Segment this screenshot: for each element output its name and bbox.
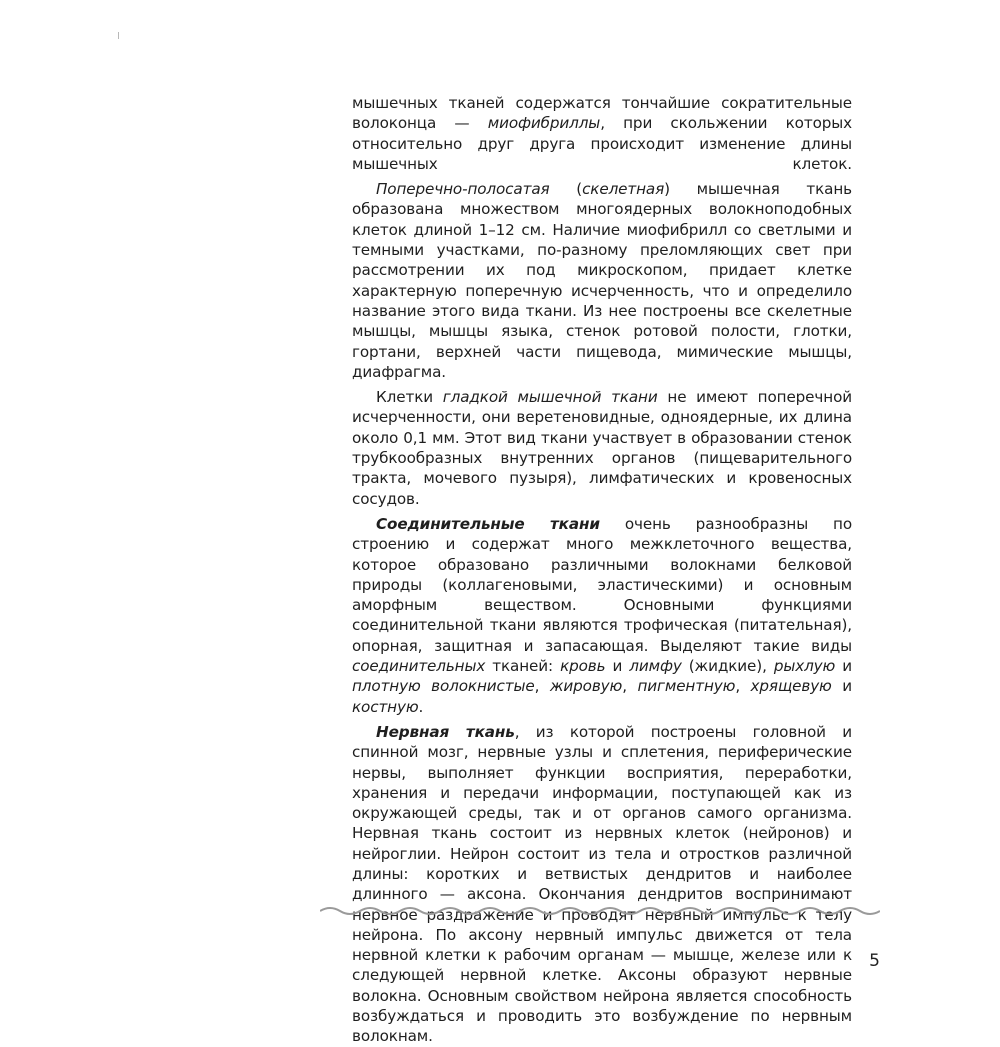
paragraph-segment: ) мышечная ткань образована множеством многоядерных волокноподобных клеток длиной 1–12 см. Наличие миофибрилл со светлыми и темными участками, по-разному преломляющих свет при рассмотрении их под микроскопом, придает клетке характерную поперечную исчерченность, что и определило название этого вида ткани. Из нее построены все скелетные мышцы, мышцы языка, стенок ротовой полости, глотки, гортани, верхней части пищевода, мимические мышцы, диафрагма. [352,180,853,381]
wavy-divider-line [320,908,880,914]
term-skeletal: скелетная [582,180,665,199]
paragraph-muscle-fibrils [352,93,852,174]
term-striated: Поперечно-полосатая [376,180,550,199]
paragraph-segment: , [534,677,550,696]
paragraph-nervous-tissue [352,722,852,1047]
paragraph-segment: (жидкие), [681,657,774,676]
paragraph-segment: , [735,677,751,696]
page-corner-mark [118,32,119,39]
term-cartilage: хрящевую [750,677,832,696]
paragraph-segment: и [605,657,630,676]
paragraph-segment: и [831,677,853,696]
term-lymph: лимфу [629,657,682,676]
paragraph-segment: мышечных тканей содержатся тончайшие сократительные волоконца — [352,94,852,133]
heading-nervous-tissue: Нервная ткань [376,722,515,741]
paragraph-segment: Клетки [376,388,443,407]
paragraph-segment: , из которой построены головной и спинной мозг, нервные узлы и сплетения, периферические нервы, выполняет функции восприятия, переработки, хранения и передачи информации, поступающей как из окружающей среды, так и от органов самого организма. Нервная ткань состоит из нервных клеток (нейронов) и нейроглии. Нейрон состоит из тела и отростков различной длины: коротких и ветвистых дендритов и наиболее длинного — аксона. Окончания дендритов воспринимают нервное раздражение и проводят нервный импульс к телу нейрона. По аксону нервный импульс движется от тела нервной клетки к рабочим органам — мышце, железе или к следующей нервной клетке. Аксоны образуют нервные волокна. Основным свойством нейрона является способность возбуждаться и проводить это возбуждение по нервным волокнам. [352,722,852,1046]
paragraph-segment: тканей: [485,657,561,676]
term-bone: костную [352,697,419,716]
heading-connective-tissue: Соединительные ткани [376,514,600,533]
paragraph-segment: . [418,697,424,716]
paragraph-segment: не имеют поперечной исчерченности, они веретеновидные, одноядерные, их длина около 0,1 мм. Этот вид ткани участвует в образовании стенок трубкообразных внутренних органов (пищеварительного тракта, мочевого пузыря), лимфатических и кровеносных сосудов. [352,388,852,508]
paragraph-segment: и [835,657,852,676]
paragraph-segment: , при скольжении которых относительно друг друга происходит изменение длины мышечных клеток. [352,114,853,173]
term-adipose: жировую [549,677,623,696]
term-smooth-muscle: гладкой мышечной ткани [442,388,658,407]
page-number: 5 [869,951,880,971]
paragraph-connective-tissue [352,514,852,717]
paragraph-segment: ( [549,180,583,199]
term-blood: кровь [560,657,606,676]
paragraph-segment: , [622,677,638,696]
wavy-divider [320,903,880,919]
paragraph-striated-muscle [352,179,852,382]
paragraph-segment: очень разнообразны по строению и содержат много межклеточного вещества, которое образовано различными волокнами белковой природы (коллагеновыми, эластическими) и основным аморфным веществом. Основными функциями соединительной ткани являются трофическая (питательная), опорная, защитная и запасающая. Выделяют такие виды [352,514,852,655]
term-dense-fibrous: плотную волокнистые [352,677,535,696]
term-myofibrils: миофибриллы [487,114,601,133]
term-connective: соединительных [352,657,486,676]
paragraph-smooth-muscle [352,387,852,509]
term-pigment: пигментную [637,677,736,696]
term-loose: рыхлую [773,657,836,676]
